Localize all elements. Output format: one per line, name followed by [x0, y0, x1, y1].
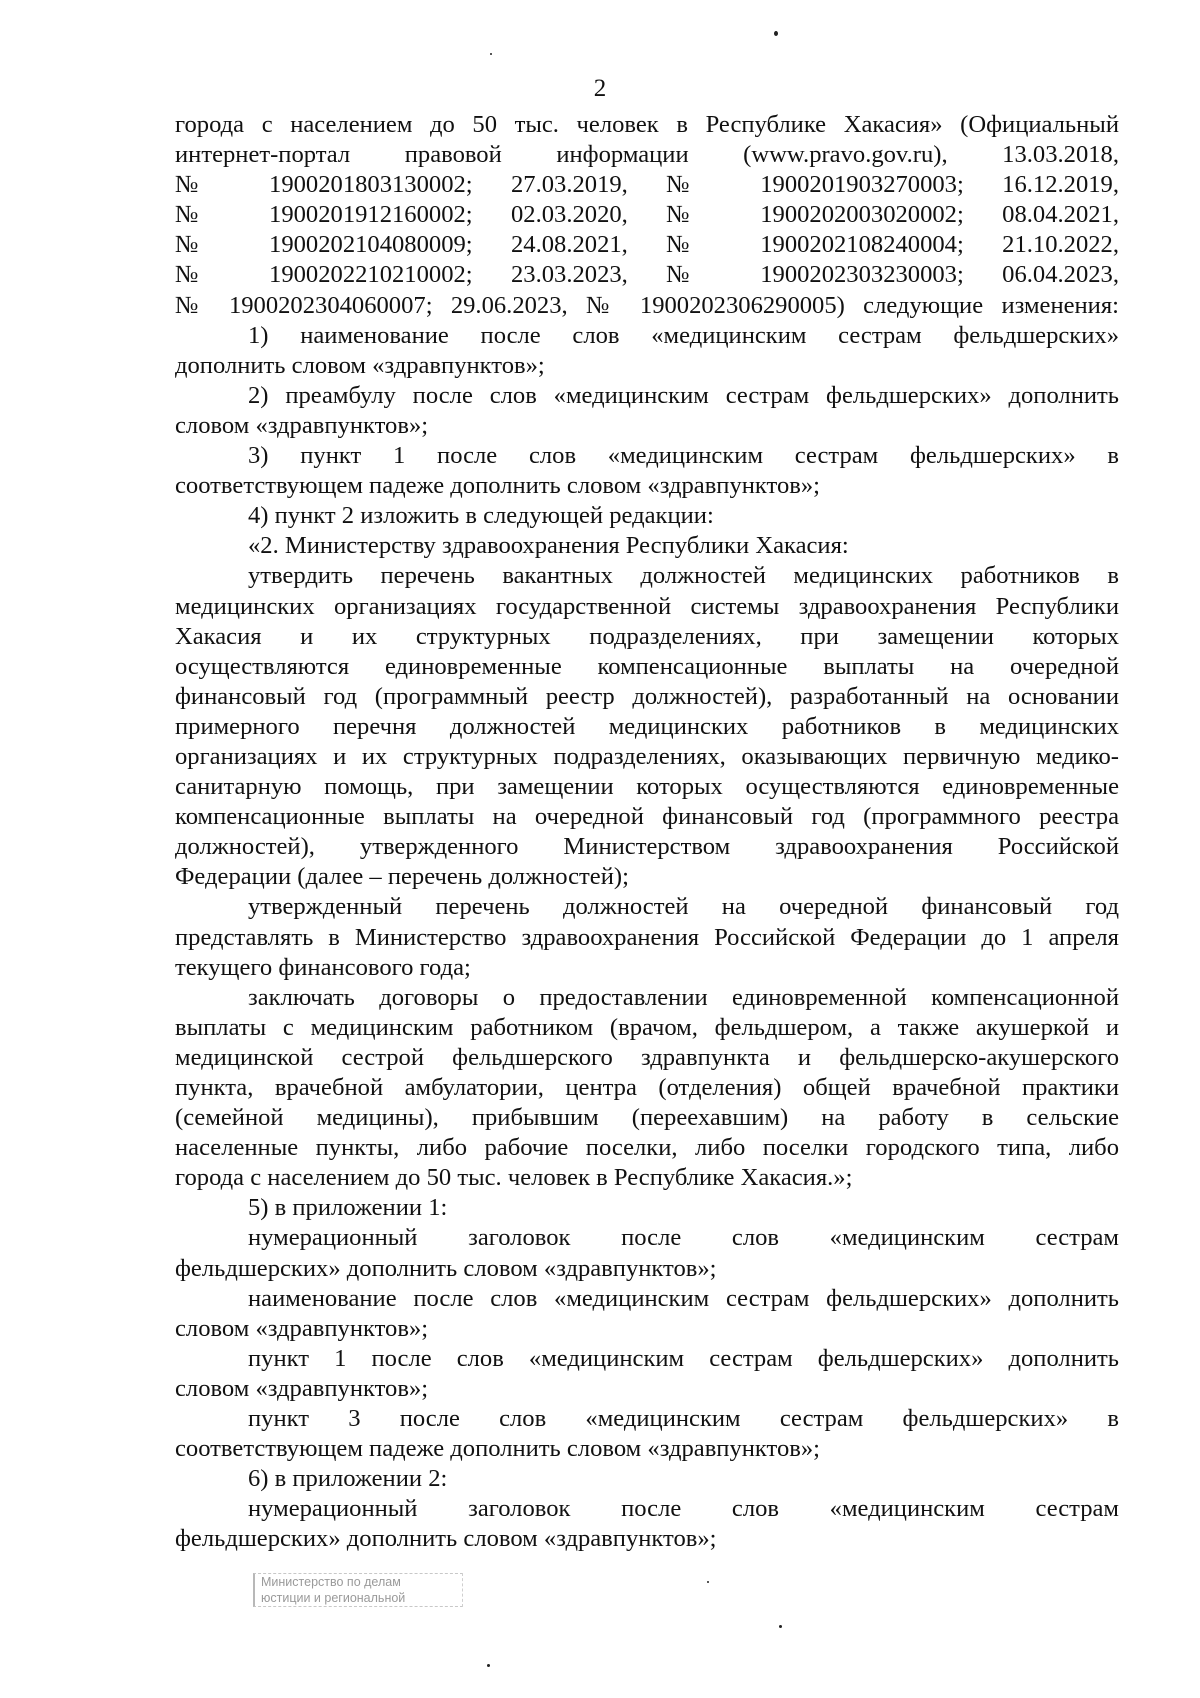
text-line: пункт 1 после слов «медицинским сестрам фельдшерских» дополнить	[248, 1344, 1119, 1372]
scan-speck	[779, 1625, 782, 1628]
stamp-line-1: Министерство по делам	[261, 1575, 401, 1589]
text-line: фельдшерских» дополнить словом «здравпунктов»;	[175, 1254, 717, 1282]
text-line: организациях и их структурных подразделениях, оказывающих первичную медико-	[175, 742, 1119, 770]
text-line: дополнить словом «здравпунктов»;	[175, 351, 545, 379]
text-line: № 1900202104080009; 24.08.2021, № 1900202108240004; 21.10.2022,	[175, 231, 1119, 259]
text-line: № 1900201803130002; 27.03.2019, № 1900201903270003; 16.12.2019,	[175, 171, 1119, 199]
text-line: 2) преамбулу после слов «медицинским сестрам фельдшерских» дополнить	[248, 381, 1119, 409]
text-line: фельдшерских» дополнить словом «здравпунктов»;	[175, 1525, 717, 1553]
registration-stamp	[253, 1573, 463, 1607]
scan-speck	[707, 1581, 709, 1583]
scan-speck	[490, 53, 492, 55]
text-line: города с населением до 50 тыс. человек в Республике Хакасия.»;	[175, 1164, 853, 1192]
text-line: словом «здравпунктов»;	[175, 411, 429, 439]
text-line: словом «здравпунктов»;	[175, 1374, 429, 1402]
text-line: 4) пункт 2 изложить в следующей редакции:	[248, 502, 714, 530]
text-line: 1) наименование после слов «медицинским сестрам фельдшерских»	[248, 321, 1119, 349]
text-line: представлять в Министерство здравоохранения Российской Федерации до 1 апреля	[175, 923, 1119, 951]
text-line: нумерационный заголовок после слов «медицинским сестрам	[248, 1495, 1119, 1523]
text-line: № 1900202304060007; 29.06.2023, № 1900202306290005) следующие изменения:	[175, 291, 1119, 319]
text-line: нумерационный заголовок после слов «медицинским сестрам	[248, 1224, 1119, 1252]
text-line: пункт 3 после слов «медицинским сестрам фельдшерских» в	[248, 1405, 1119, 1433]
text-line: текущего финансового года;	[175, 953, 471, 981]
page-number: 2	[593, 75, 607, 102]
text-line: 5) в приложении 1:	[248, 1194, 448, 1222]
text-line: медицинских организациях государственной системы здравоохранения Республики	[175, 592, 1119, 620]
text-line: примерного перечня должностей медицинских работников в медицинских	[175, 712, 1119, 740]
document-body	[175, 110, 1119, 1555]
stamp-line-2: юстиции и региональной	[261, 1591, 406, 1605]
text-line: наименование после слов «медицинским сестрам фельдшерских» дополнить	[248, 1284, 1119, 1312]
text-line: населенные пункты, либо рабочие поселки, либо поселки городского типа, либо	[175, 1134, 1119, 1162]
text-line: № 1900202210210002; 23.03.2023, № 1900202303230003; 06.04.2023,	[175, 261, 1119, 289]
text-line: компенсационные выплаты на очередной финансовый год (программного реестра	[175, 803, 1119, 831]
text-line: № 1900201912160002; 02.03.2020, № 1900202003020002; 08.04.2021,	[175, 201, 1119, 229]
text-line: Федерации (далее – перечень должностей);	[175, 863, 629, 891]
scan-speck	[487, 1664, 490, 1667]
text-line: города с населением до 50 тыс. человек в Республике Хакасия» (Официальный	[175, 111, 1119, 138]
text-line: соответствующем падеже дополнить словом «здравпунктов»;	[175, 1435, 821, 1463]
text-line: (семейной медицины), прибывшим (переехавшим) на работу в сельские	[175, 1104, 1119, 1132]
text-line: выплаты с медицинским работником (врачом, фельдшером, а также акушеркой и	[175, 1013, 1119, 1041]
text-line: санитарную помощь, при замещении которых осуществляются единовременные	[175, 773, 1119, 801]
text-line: 3) пункт 1 после слов «медицинским сестрам фельдшерских» в	[248, 442, 1119, 470]
text-line: соответствующем падеже дополнить словом «здравпунктов»;	[175, 472, 821, 500]
text-line: пункта, врачебной амбулатории, центра (отделения) общей врачебной практики	[175, 1074, 1119, 1101]
text-line: финансовый год (программный реестр должностей), разработанный на основании	[175, 682, 1119, 710]
text-line: Хакасия и их структурных подразделениях, при замещении которых	[175, 622, 1119, 650]
scan-speck	[774, 31, 778, 36]
text-line: медицинской сестрой фельдшерского здравпункта и фельдшерско-акушерского	[175, 1043, 1119, 1071]
text-line: утвержденный перечень должностей на очередной финансовый год	[248, 893, 1119, 921]
text-line: должностей), утвержденного Министерством здравоохранения Российской	[175, 833, 1119, 861]
text-line: словом «здравпунктов»;	[175, 1314, 429, 1342]
text-line: осуществляются единовременные компенсационные выплаты на очередной	[175, 652, 1119, 680]
text-line: заключать договоры о предоставлении единовременной компенсационной	[248, 983, 1119, 1011]
text-line: 6) в приложении 2:	[248, 1465, 448, 1493]
text-line: утвердить перечень вакантных должностей медицинских работников в	[248, 562, 1119, 590]
text-line: «2. Министерству здравоохранения Республики Хакасия:	[248, 532, 849, 560]
text-line: интернет-портал правовой информации (www.pravo.gov.ru), 13.03.2018,	[175, 141, 1119, 169]
